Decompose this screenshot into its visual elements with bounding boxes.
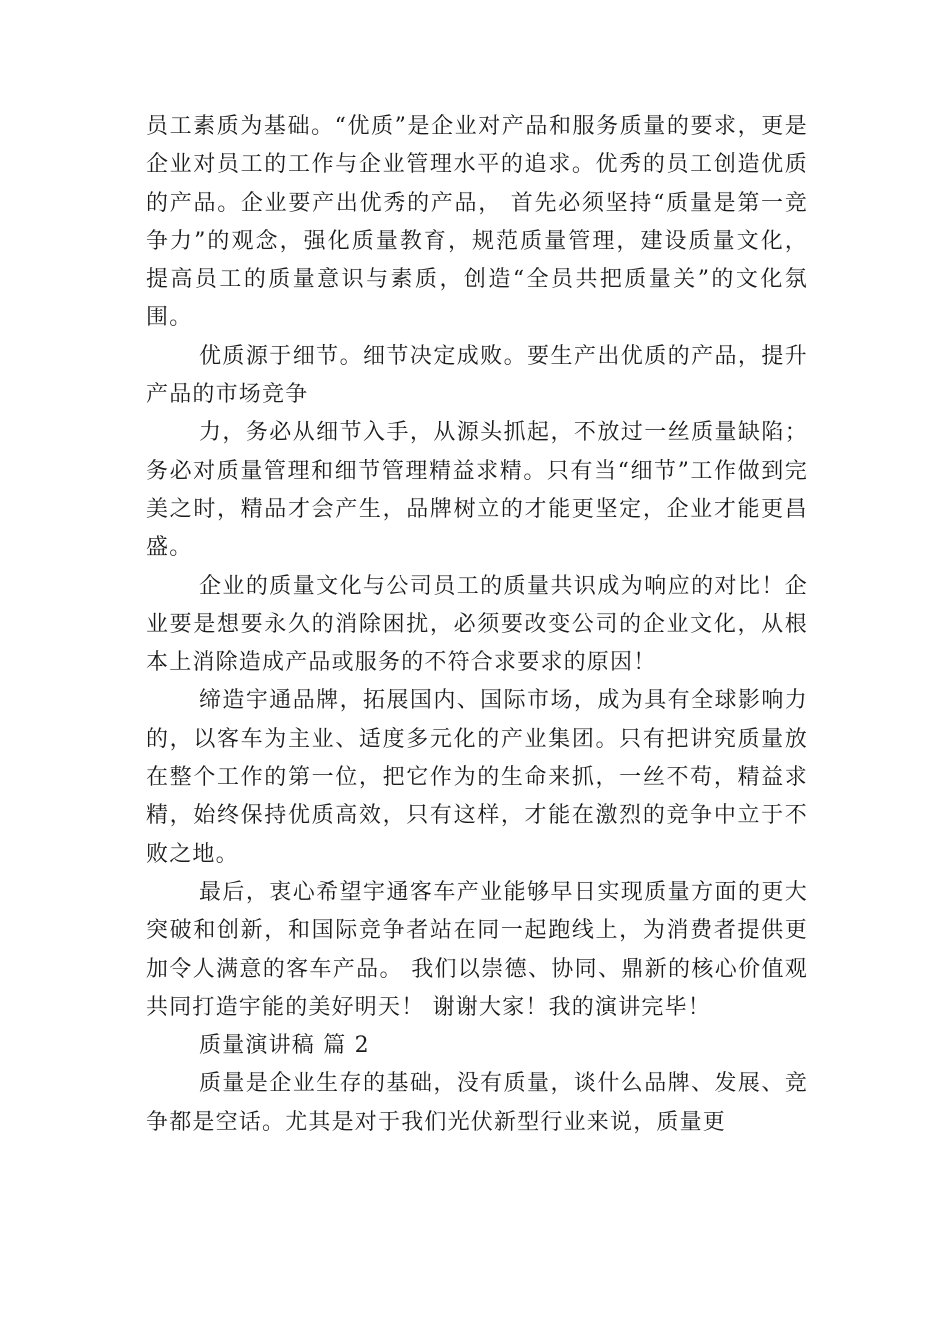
section-heading: 质量演讲稿 篇 2 (199, 1033, 370, 1059)
paragraph-8: 质量是企业生存的基础，没有质量，谈什么品牌、发展、竞争都是空话。尤其是对于我们光伏新型行业来说，质量更 (146, 1071, 808, 1135)
paragraph-3: 力，务必从细节入手，从源头抓起，不放过一丝质量缺陷；务必对质量管理和细节管理精益求精。只有当“细节”工作做到完美之时，精品才会产生，品牌树立的才能更坚定，企业才能更昌盛。 (146, 420, 808, 561)
paragraph-1: 员工素质为基础。“优质”是企业对产品和服务质量的要求，更是企业对员工的工作与企业管理水平的追求。优秀的员工创造优质的产品。企业要产出优秀的产品， 首先必须坚持“质量是第一竞争力”的观念，强化质量教育，规范质量管理，建设质量文化，提高员工的质量意识与素质，创造“全员共把质量关”的文化氛围。 (146, 114, 808, 331)
paragraph-4: 企业的质量文化与公司员工的质量共识成为响应的对比！企业要是想要永久的消除困扰，必须要改变公司的企业文化，从根本上消除造成产品或服务的不符合求要求的原因！ (146, 573, 808, 676)
paragraph-5: 缔造宇通品牌，拓展国内、国际市场，成为具有全球影响力的，以客车为主业、适度多元化的产业集团。只有把讲究质量放在整个工作的第一位，把它作为的生命来抓，一丝不苟，精益求精，始终保持优质高效，只有这样，才能在激烈的竞争中立于不败之地。 (146, 688, 808, 867)
document-page (146, 108, 808, 1142)
paragraph-6: 最后，衷心希望宇通客车产业能够早日实现质量方面的更大突破和创新，和国际竞争者站在同一起跑线上，为消费者提供更加令人满意的客车产品。 我们以崇德、协同、鼎新的核心价值观共同打造宇能的美好明天！ 谢谢大家！我的演讲完毕！ (146, 879, 808, 1020)
paragraph-2: 优质源于细节。细节决定成败。要生产出优质的产品，提升产品的市场竞争 (146, 343, 808, 408)
